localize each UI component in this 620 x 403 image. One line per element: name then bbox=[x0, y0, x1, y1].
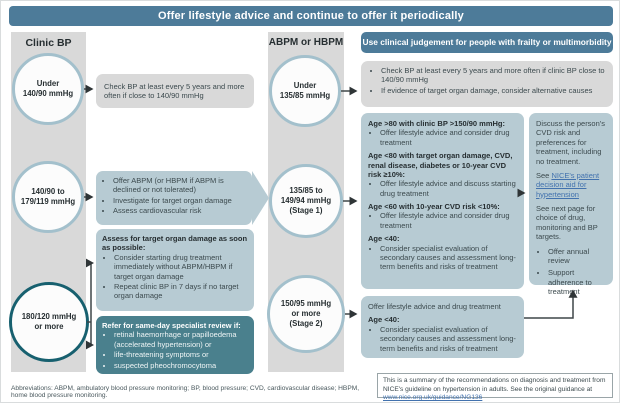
arrow-fork-180-120 bbox=[87, 263, 91, 345]
circle-label-line: (Stage 1) bbox=[289, 205, 323, 215]
circle-label-line: 140/90 mmHg bbox=[22, 89, 74, 98]
stage1-section-age-under-80 bbox=[368, 151, 517, 198]
list-item: • suspected pheochromocytoma bbox=[114, 361, 248, 370]
abbreviations-footnote: Abbreviations: ABPM, ambulatory blood pressure monitoring; BP, blood pressure; CVD, cardiovascular disease; HBPM, home blood pressure monitoring. bbox=[11, 385, 360, 399]
section-heading: Age <40: bbox=[368, 234, 400, 244]
circle-home-stage1 bbox=[269, 164, 343, 238]
summary-footnote-box bbox=[377, 373, 613, 402]
check-bp-home-list bbox=[369, 66, 605, 95]
see-prefix: See bbox=[536, 170, 552, 180]
list-item: • Offer lifestyle advice and consider drug treatment bbox=[380, 128, 517, 147]
section-heading: Age <80 with target organ damage, CVD, renal disease, diabetes or 10-year CVD risk ≥10%: bbox=[368, 151, 513, 179]
section-heading: Age <60 with 10-year CVD risk <10%: bbox=[368, 202, 500, 211]
list-item: • retinal haemorrhage or papilloedema (accelerated hypertension) or bbox=[114, 330, 248, 349]
stage1-management-box bbox=[361, 113, 524, 289]
assess-organ-damage-box bbox=[96, 229, 254, 311]
section-heading: Age <40: bbox=[368, 315, 400, 325]
clinic-bp-column-title: Clinic BP bbox=[25, 37, 72, 49]
circle-clinic-140-90-to-179-119 bbox=[12, 161, 84, 233]
stage1-section-age-under-40 bbox=[368, 234, 517, 272]
list-item: • Offer annual review bbox=[548, 247, 606, 266]
circle-label-line: Under bbox=[36, 79, 60, 89]
list-item: • Offer ABPM (or HBPM if ABPM is declined or not tolerated) bbox=[113, 176, 249, 195]
check-bp-home-box bbox=[361, 61, 613, 107]
list-item: • Consider starting drug treatment immediately without ABPM/HBPM if target organ damage bbox=[114, 253, 248, 281]
offer-abpm-arrow-tip bbox=[252, 171, 269, 225]
circle-label-line: 149/94 mmHg bbox=[280, 196, 332, 206]
circle-label-line: or more bbox=[291, 309, 321, 319]
list-item: • Check BP at least every 5 years and more often if clinic BP close to 140/90 mmHg bbox=[381, 66, 605, 85]
list-item: • Support adherence to treatment bbox=[548, 268, 606, 296]
stage1-section-age-under-60 bbox=[368, 202, 517, 230]
check-bp-5-years-text: Check BP at least every 5 years and more often if close to 140/90 mmHg bbox=[104, 81, 245, 100]
next-page-paragraph: See next page for choice of drug, monitoring and BP targets. bbox=[536, 204, 598, 242]
list-item: • Consider specialist evaluation of secondary causes and assessment long-term benefits and risks of treatment bbox=[380, 244, 517, 272]
circle-label-line: 140/90 to bbox=[31, 187, 65, 197]
circle-label-line: 135/85 mmHg bbox=[279, 91, 331, 100]
same-day-referral-box bbox=[96, 316, 254, 374]
list-item: • Consider specialist evaluation of secondary causes and assessment long-term benefits and risks of treatment bbox=[380, 325, 517, 353]
circle-label-line: 179/119 mmHg bbox=[20, 197, 76, 206]
list-item: • Repeat clinic BP in 7 days if no target organ damage bbox=[114, 282, 248, 301]
discuss-cvd-risk-box bbox=[529, 113, 613, 296]
stage2-management-box bbox=[361, 296, 524, 358]
assess-organ-damage-title: Assess for target organ damage as soon as possible: bbox=[102, 234, 248, 253]
list-item: • If evidence of target organ damage, consider alternative causes bbox=[381, 86, 605, 95]
summary-footnote-text: This is a summary of the recommendations on diagnosis and treatment from NICE's guideline on hypertension in adults. See the original guidance at bbox=[383, 377, 606, 393]
abpm-hbpm-column-title: ABPM or HBPM bbox=[268, 37, 344, 48]
list-item: • Assess cardiovascular risk bbox=[113, 206, 249, 215]
offer-abpm-box bbox=[96, 171, 252, 225]
circle-clinic-under-140-90 bbox=[12, 53, 84, 125]
discuss-list bbox=[536, 247, 606, 297]
circle-clinic-180-120-or-more bbox=[9, 282, 89, 362]
check-bp-5-years-box bbox=[96, 74, 254, 108]
same-day-referral-list bbox=[102, 330, 248, 370]
circle-label-line: or more bbox=[34, 322, 64, 331]
stage2-intro: Offer lifestyle advice and drug treatment bbox=[368, 302, 501, 311]
top-banner: Offer lifestyle advice and continue to offer it periodically bbox=[9, 6, 613, 26]
circle-home-under-135-85 bbox=[269, 55, 341, 127]
nice-decision-aid-link[interactable]: NICE's patient decision aid for hypertension bbox=[536, 170, 600, 199]
stage1-section-age-over-80 bbox=[368, 119, 517, 147]
circle-label-line: 180/120 mmHg bbox=[21, 312, 77, 322]
list-item: • life-threatening symptoms or bbox=[114, 350, 248, 359]
discuss-paragraph: Discuss the person's CVD risk and preferences for treatment, including no treatment. bbox=[536, 119, 605, 166]
circle-label-line: Under bbox=[293, 81, 317, 91]
circle-home-stage2 bbox=[267, 275, 345, 353]
list-item: • Offer lifestyle advice and discuss starting drug treatment bbox=[380, 179, 517, 198]
list-item: • Offer lifestyle advice and consider drug treatment bbox=[380, 211, 517, 230]
circle-label-line: 135/85 to bbox=[289, 186, 323, 196]
section-heading: Age >80 with clinic BP >150/90 mmHg: bbox=[368, 119, 505, 128]
circle-label-line: (Stage 2) bbox=[289, 318, 323, 328]
guidance-url-link[interactable]: www.nice.org.uk/guidance/NG136 bbox=[383, 394, 483, 402]
clinical-judgement-banner: Use clinical judgement for people with frailty or multimorbidity bbox=[361, 32, 613, 53]
circle-label-line: 150/95 mmHg bbox=[280, 299, 332, 309]
offer-abpm-list bbox=[101, 176, 249, 216]
assess-organ-damage-list bbox=[102, 253, 248, 301]
decision-aid-paragraph bbox=[536, 171, 606, 199]
same-day-referral-title: Refer for same-day specialist review if: bbox=[102, 321, 241, 330]
list-item: • Investigate for target organ damage bbox=[113, 196, 249, 205]
